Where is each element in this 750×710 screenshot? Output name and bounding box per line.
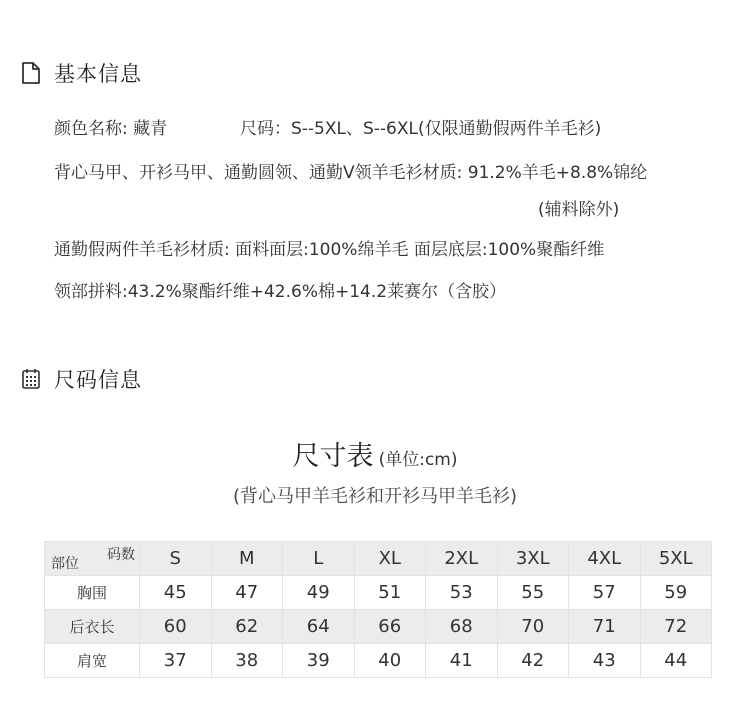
table-cell: 59 xyxy=(640,576,712,610)
size-header: S xyxy=(140,542,212,576)
table-cell: 45 xyxy=(140,576,212,610)
table-cell: 60 xyxy=(140,610,212,644)
basic-info-title: 基本信息 xyxy=(54,62,142,86)
size-header: M xyxy=(211,542,283,576)
row-label: 肩宽 xyxy=(45,644,140,678)
size-table-header-row xyxy=(45,542,712,576)
table-cell: 37 xyxy=(140,644,212,678)
table-cell: 55 xyxy=(497,576,569,610)
table-cell: 44 xyxy=(640,644,712,678)
row-label: 后衣长 xyxy=(45,610,140,644)
table-cell: 47 xyxy=(211,576,283,610)
size-table-title xyxy=(0,434,750,473)
table-cell: 41 xyxy=(426,644,498,678)
table-cell: 53 xyxy=(426,576,498,610)
row-label: 胸围 xyxy=(45,576,140,610)
table-cell: 71 xyxy=(569,610,641,644)
table-row xyxy=(45,610,712,644)
size-table-unit: (单位:cm) xyxy=(378,450,458,470)
size-table-corner xyxy=(45,542,140,576)
document-icon xyxy=(20,61,42,85)
size-table xyxy=(44,541,712,678)
size-header: L xyxy=(283,542,355,576)
table-cell: 72 xyxy=(640,610,712,644)
table-cell: 62 xyxy=(211,610,283,644)
table-cell: 70 xyxy=(497,610,569,644)
table-cell: 57 xyxy=(569,576,641,610)
table-row xyxy=(45,576,712,610)
size-header: 5XL xyxy=(640,542,712,576)
material-line-3: 领部拼料:43.2%聚酯纤维+42.6%棉+14.2莱赛尔（含胶） xyxy=(54,282,507,302)
calendar-icon xyxy=(20,367,42,391)
size-header: 2XL xyxy=(426,542,498,576)
color-label: 颜色名称: 藏青 xyxy=(54,119,168,139)
table-row xyxy=(45,644,712,678)
table-cell: 39 xyxy=(283,644,355,678)
size-table-title-text: 尺寸表 xyxy=(292,441,374,472)
material-line-1-cont: (辅料除外) xyxy=(538,200,620,220)
material-line-2: 通勤假两件羊毛衫材质: 面料面层:100%绵羊毛 面层底层:100%聚酯纤维 xyxy=(54,240,605,260)
size-header: 3XL xyxy=(497,542,569,576)
table-cell: 40 xyxy=(354,644,426,678)
table-cell: 64 xyxy=(283,610,355,644)
table-cell: 43 xyxy=(569,644,641,678)
table-cell: 51 xyxy=(354,576,426,610)
size-header: 4XL xyxy=(569,542,641,576)
size-info-header xyxy=(20,364,142,394)
size-info-title: 尺码信息 xyxy=(54,368,142,392)
basic-info-header xyxy=(20,58,142,88)
table-cell: 38 xyxy=(211,644,283,678)
size-range: 尺码：S--5XL、S--6XL(仅限通勤假两件羊毛衫) xyxy=(239,119,602,139)
color-size-line xyxy=(54,114,601,139)
table-cell: 68 xyxy=(426,610,498,644)
table-cell: 49 xyxy=(283,576,355,610)
size-table-subtitle: (背心马甲羊毛衫和开衫马甲羊毛衫) xyxy=(232,486,518,507)
size-header: XL xyxy=(354,542,426,576)
corner-size-label: 码数 xyxy=(107,547,135,563)
corner-part-label: 部位 xyxy=(51,556,79,572)
material-line-1: 背心马甲、开衫马甲、通勤圆领、通勤V领羊毛衫材质: 91.2%羊毛+8.8%锦纶 xyxy=(54,163,648,183)
table-cell: 66 xyxy=(354,610,426,644)
table-cell: 42 xyxy=(497,644,569,678)
